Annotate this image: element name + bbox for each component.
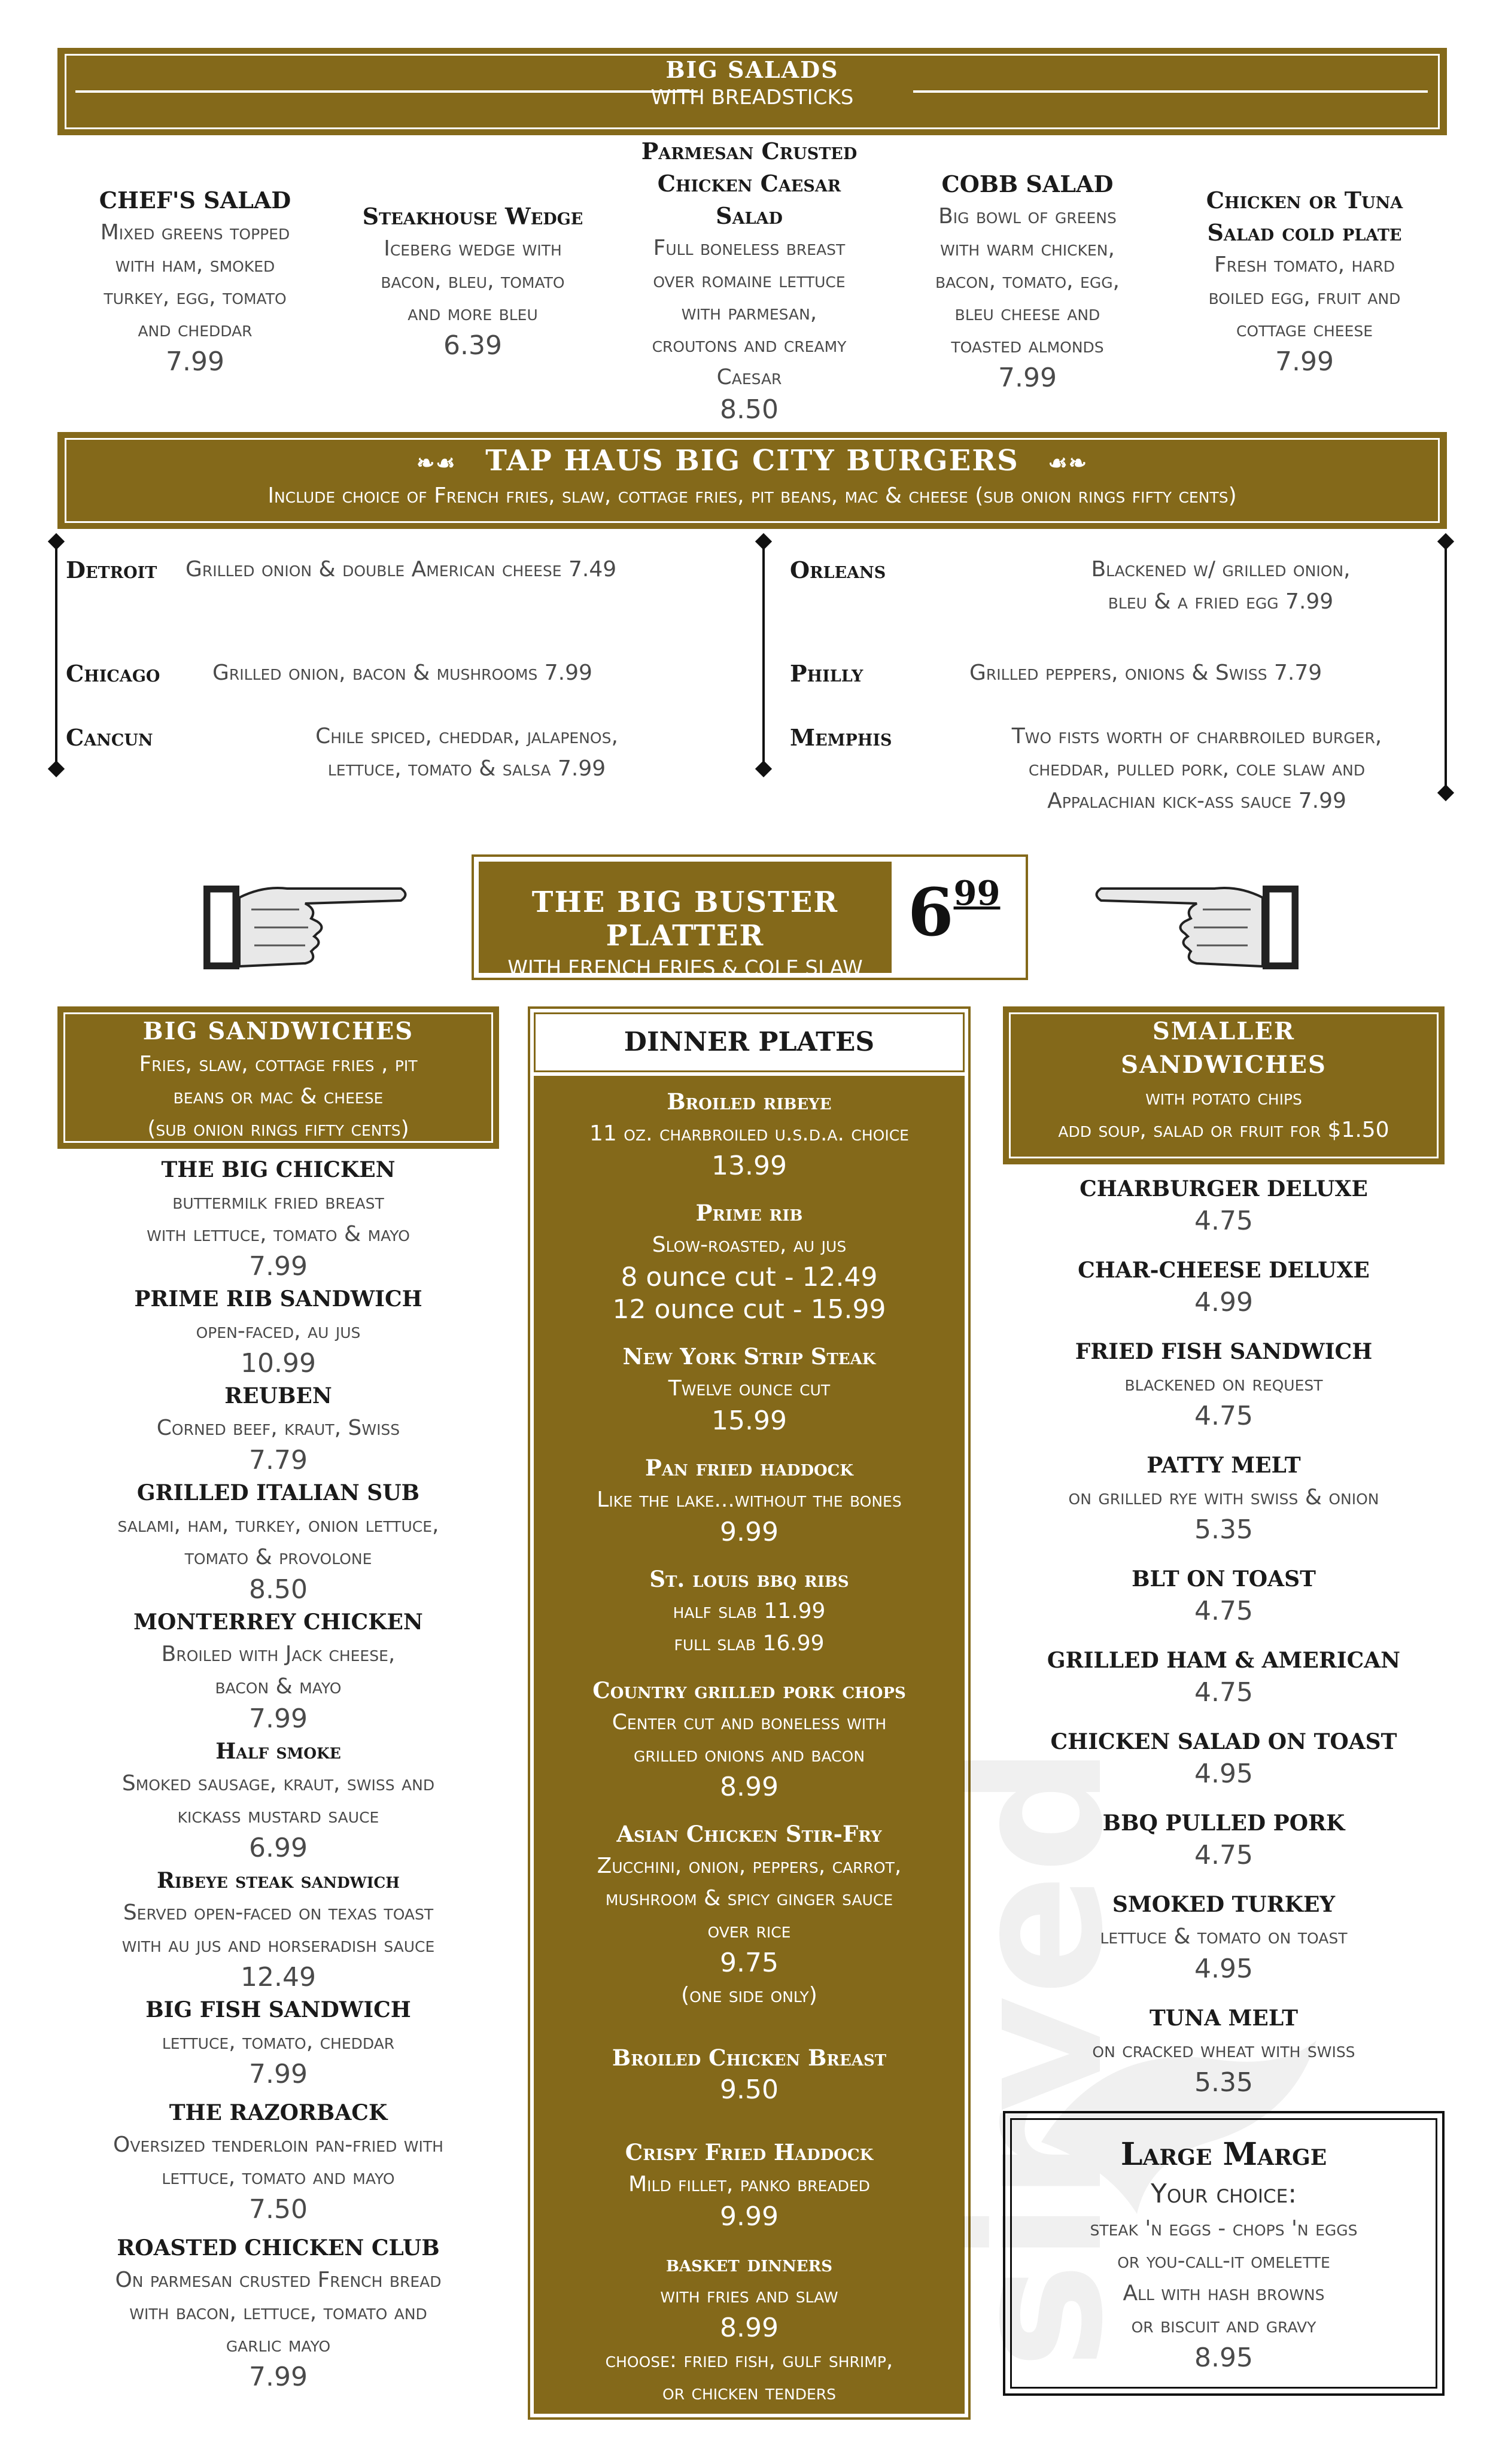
marge-choice: Your choice: [1150,2179,1297,2209]
list-item: GRILLED ITALIAN SUB salami, ham, turkey, onion lettuce, tomato & provolone 8.50 [117,1480,439,1605]
burger-orleans-desc: Blackened w/ grilled onion, bleu & a fried egg 7.99 [1091,557,1351,614]
list-item: Broiled Chicken Breast 9.50 [612,2045,887,2105]
list-item: MONTERREY CHICKEN Broiled with Jack cheese, bacon & mayo 7.99 [133,1610,423,1734]
list-item: THE RAZORBACK Oversized tenderloin pan-fried with lettuce, tomato and mayo 7.50 [113,2100,443,2225]
salad-caesar: Parmesan Crusted Chicken Caesar Salad Full boneless breast over romaine lettuce with parmesan, croutons and creamy Caesar 8.50 [641,138,858,425]
salad-steakhouse-wedge: Steakhouse Wedge Iceberg wedge with bacon, bleu, tomato and more bleu 6.39 [362,203,583,361]
list-item: GRILLED HAM & AMERICAN 4.75 [1047,1648,1401,1708]
burger-philly-desc: Grilled peppers, onions & Swiss 7.79 [969,661,1322,685]
burgers-subtitle: Include choice of French fries, slaw, cottage fries, pit beans, mac & cheese (sub onion rings fifty cents) [267,483,1237,508]
sandwiches-list [57,1154,499,2393]
list-item: St. louis bbq ribs half slab 11.99 full slab 16.99 [649,1566,849,1656]
list-item: BIG FISH SANDWICH lettuce, tomato, cheddar 7.99 [145,1997,411,2089]
list-item: PRIME RIB SANDWICH open-faced, au jus 10.99 [134,1286,422,1379]
list-item: Prime rib Slow-roasted, au jus 8 ounce cut - 12.49 12 ounce cut - 15.99 [612,1200,886,1325]
burger-detroit-name: Detroit [66,556,157,583]
list-item: THE BIG CHICKEN buttermilk fried breast with lettuce, tomato & mayo 7.99 [147,1157,410,1282]
salad-chefs: CHEF'S SALAD Mixed greens topped with ham, smoked turkey, egg, tomato and cheddar 7.99 [99,187,291,377]
pointing-hand-left-icon [1089,862,1305,981]
flourish-left-icon: ❧☙ [416,451,457,476]
divider-left [55,542,57,769]
list-item: CHARBURGER DELUXE 4.75 [1080,1176,1368,1236]
list-item: Crispy Fried Haddock Mild fillet, panko breaded 9.99 [625,2139,874,2232]
flourish-right-icon: ☙❧ [1048,451,1088,476]
dinner-panel [528,1006,971,2420]
list-item: CHICKEN SALAD ON TOAST 4.95 [1050,1729,1397,1789]
smaller-header: SMALLER SANDWICHES with potato chips add soup, salad or fruit for $1.50 [1003,1006,1445,1164]
burgers-banner [57,432,1447,529]
divider-middle [762,542,765,769]
list-item: REUBEN Corned beef, kraut, Swiss 7.79 [156,1383,400,1476]
burger-memphis-name: Memphis [790,724,892,751]
smaller-list [1003,1173,1445,2099]
salad-chicken-tuna: Chicken or Tuna Salad cold plate Fresh tomato, hard boiled egg, fruit and cottage cheese 7.99 [1206,187,1403,377]
salads-subtitle: WITH BREADSTICKS [650,86,854,109]
sandwiches-header: BIG SANDWICHES Fries, slaw, cottage fries , pit beans or mac & cheese (sub onion rings fifty cents) [57,1006,499,1149]
platter-title: THE BIG BUSTER PLATTER [531,886,839,953]
watermark-text: sirved [934,1745,1142,2369]
salads-banner [57,48,1447,135]
list-item: Ribeye steak sandwich Served open-faced on texas toast with au jus and horseradish sauce 12.49 [121,1868,435,1993]
platter-box [472,854,1028,980]
marge-title: Large Marge [1120,2136,1327,2173]
list-item: Broiled ribeye 11 oz. charbroiled u.s.d.a. choice 13.99 [589,1088,909,1181]
salad-cobb: COBB SALAD Big bowl of greens with warm chicken, bacon, tomato, egg, bleu cheese and toasted almonds 7.99 [935,171,1120,393]
list-item: SMOKED TURKEY lettuce & tomato on toast 4.95 [1100,1892,1348,1984]
burger-detroit-desc: Grilled onion & double American cheese 7.49 [186,557,617,582]
list-item: BBQ PULLED PORK 4.75 [1102,1811,1345,1870]
pointing-hand-right-icon [197,862,413,981]
list-item: Pan fried haddock Like the lake...without the bones 9.99 [597,1455,902,1547]
dinner-title: DINNER PLATES [624,1027,875,1057]
burger-philly-name: Philly [790,660,863,687]
platter-subtitle: WITH FRENCH FRIES & COLE SLAW [507,956,863,980]
list-item: FRIED FISH SANDWICH blackened on request 4.75 [1075,1339,1373,1431]
salads-title: BIG SALADS [665,56,839,83]
burger-cancun-desc: Chile spiced, cheddar, jalapenos, lettuce, tomato & salsa 7.99 [315,724,618,781]
burger-orleans-name: Orleans [790,556,886,583]
burger-memphis-desc: Two fists worth of charbroiled burger, cheddar, pulled pork, cole slaw and Appalachian kick-ass sauce 7.99 [1011,724,1382,813]
list-item: TUNA MELT on cracked wheat with swiss 5.35 [1092,2006,1355,2098]
burger-cancun-name: Cancun [66,724,153,751]
list-item: Country grilled pork chops Center cut and boneless with grilled onions and bacon 8.99 [592,1677,906,1802]
platter-price: 699 [908,874,1001,951]
list-item: ROASTED CHICKEN CLUB On parmesan crusted French bread with bacon, lettuce, tomato and garlic mayo 7.99 [115,2235,442,2392]
burger-chicago-name: Chicago [66,660,160,687]
list-item: Half smoke Smoked sausage, kraut, swiss and kickass mustard sauce 6.99 [121,1739,435,1863]
burger-chicago-desc: Grilled onion, bacon & mushrooms 7.99 [212,661,592,685]
list-item: BLT ON TOAST 4.75 [1132,1566,1316,1626]
list-item: CHAR-CHEESE DELUXE 4.99 [1078,1258,1370,1318]
large-marge-box: Large Marge Your choice: steak 'n eggs - chops 'n eggs or you-call-it omelette All with hash browns or biscuit and gravy 8.95 [1003,2111,1445,2396]
list-item: Asian Chicken Stir-Fry Zucchini, onion, peppers, carrot, mushroom & spicy ginger sauce over rice 9.75 (one side only) [597,1821,902,2007]
list-item: basket dinners with fries and slaw 8.99 choose: fried fish, gulf shrimp, or chicken tenders [605,2250,893,2405]
list-item: New York Strip Steak Twelve ounce cut 15.99 [622,1343,876,1436]
burgers-title: TAP HAUS BIG CITY BURGERS [485,444,1019,477]
list-item: PATTY MELT on grilled rye with swiss & onion 5.35 [1068,1453,1379,1545]
